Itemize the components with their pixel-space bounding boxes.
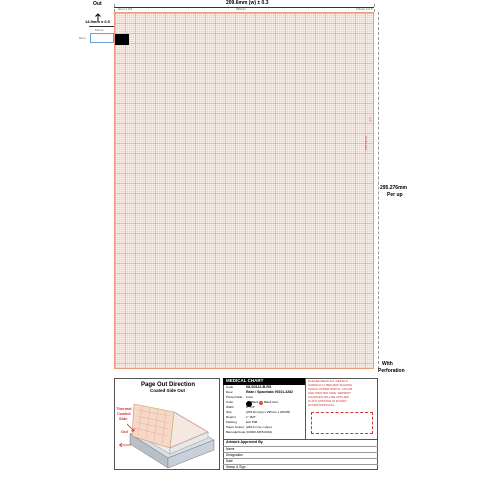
- field-stamp-label: Stamp & Sign: [226, 465, 246, 469]
- grid-option-icon: [259, 401, 263, 405]
- field-date-label: Date: [226, 459, 233, 463]
- left-edge-guide: [114, 4, 115, 12]
- per-up-label: Per up: [387, 192, 403, 198]
- spec-row-label: Code: [226, 385, 234, 389]
- right-margin-dim: 2.6mm ± 0.5: [356, 7, 373, 11]
- spec-row-value: 1" MAT: [246, 415, 256, 419]
- spec-row-label: Desc: [226, 390, 233, 394]
- mark-dimension: 14.5mm ± 0.5: [85, 19, 110, 24]
- perforation-label-1: With: [382, 361, 393, 367]
- spec-row-value: 08-S0112-B-RS: [246, 385, 272, 389]
- perforation-label-2: Perforation: [378, 368, 405, 374]
- out-label: Out: [93, 1, 102, 7]
- spec-row-label: Color: [226, 400, 234, 404]
- note-line: CAREFULLY BEFORE SIGNING: [308, 383, 353, 387]
- spec-row-value: Front: [246, 395, 254, 399]
- perforation-vertical-note: Perforation: [363, 136, 368, 151]
- spec-row-label: Packing: [226, 420, 237, 424]
- page-out-title: Page Out Direction: [141, 382, 196, 388]
- mark-height-dim: 6mm: [79, 36, 86, 40]
- spec-row-value: Edan / Spacelabs 90101-3282: [246, 390, 293, 394]
- mark-dimension-line: [89, 26, 114, 27]
- thermal-label-2: Coated: [117, 411, 131, 416]
- color-option-2: Black Grid: [264, 400, 278, 404]
- note-line: PLEASE READ ALL DETAILS: [308, 379, 348, 383]
- paper-stack-illustration: [128, 396, 216, 468]
- spec-row-label: Size: [226, 410, 232, 414]
- sense-mark: [115, 34, 129, 45]
- notes-divider: [305, 378, 306, 439]
- spec-row-label: Printed Side: [226, 395, 243, 399]
- top-note: 3.5: [368, 117, 373, 122]
- spec-rows: [223, 385, 305, 439]
- thermal-label-1: Thermal: [116, 406, 132, 411]
- inner-width-dim: 206mm: [236, 7, 247, 11]
- artwork-title: Artwork Approved By: [226, 440, 263, 444]
- diagram-out-arrow-icon: [118, 435, 132, 441]
- sense-mark-outline: [90, 33, 114, 43]
- note-line: CHECK PAPER WIDTH, COLOR: [308, 387, 353, 391]
- note-line: CHARGES WILL BE APPLIED: [308, 395, 349, 399]
- spec-row-value: (C0000-5255-0001): [246, 430, 273, 434]
- color-option-1: Black: [251, 400, 259, 404]
- spec-row-label: Barcode/Code: [226, 430, 246, 434]
- approval-notes: [307, 380, 377, 438]
- signature-box: [311, 412, 373, 434]
- field-name-label: Name: [226, 447, 235, 451]
- out-arrow-icon: [94, 8, 102, 16]
- field-designation-label: Designation: [226, 453, 243, 457]
- spec-row-value: Exit P08: [246, 420, 258, 424]
- spec-row-value: (209.6mm(w) x 295mm x 200/25): [246, 410, 291, 414]
- length-guide: [378, 12, 379, 369]
- artwork-section: [223, 439, 378, 470]
- width-dimension: 209.6mm (w) ± 0.3: [226, 0, 269, 6]
- mark-sub-dim: 14mm: [95, 28, 104, 32]
- spec-row-value: 8" X 8": [246, 405, 256, 409]
- spec-row-label: Reprint: [226, 415, 236, 419]
- spec-row-value: (209.6 mm) x (Ape): [246, 425, 272, 429]
- diagram-out-label: Out: [121, 429, 128, 434]
- length-dimension: 295.276mm: [380, 185, 407, 191]
- right-edge-guide: [374, 4, 375, 12]
- note-line: AFTER APPROVAL.: [308, 403, 336, 407]
- spec-row-label: Paper Output: [226, 425, 244, 429]
- note-line: AND PRINTED SIDE. REPRINT: [308, 391, 352, 395]
- spec-row-label: Width: [226, 405, 234, 409]
- spec-title: MEDICAL CHART: [226, 378, 264, 383]
- thermal-label-3: Side: [119, 416, 128, 421]
- note-line: IF ANY MISTAKE IS FOUND: [308, 399, 347, 403]
- left-margin-dim: 3mm ± 0.5: [118, 7, 133, 11]
- page-out-subtitle: Coated Side Out: [150, 388, 186, 393]
- chart-paper-grid: [114, 12, 374, 369]
